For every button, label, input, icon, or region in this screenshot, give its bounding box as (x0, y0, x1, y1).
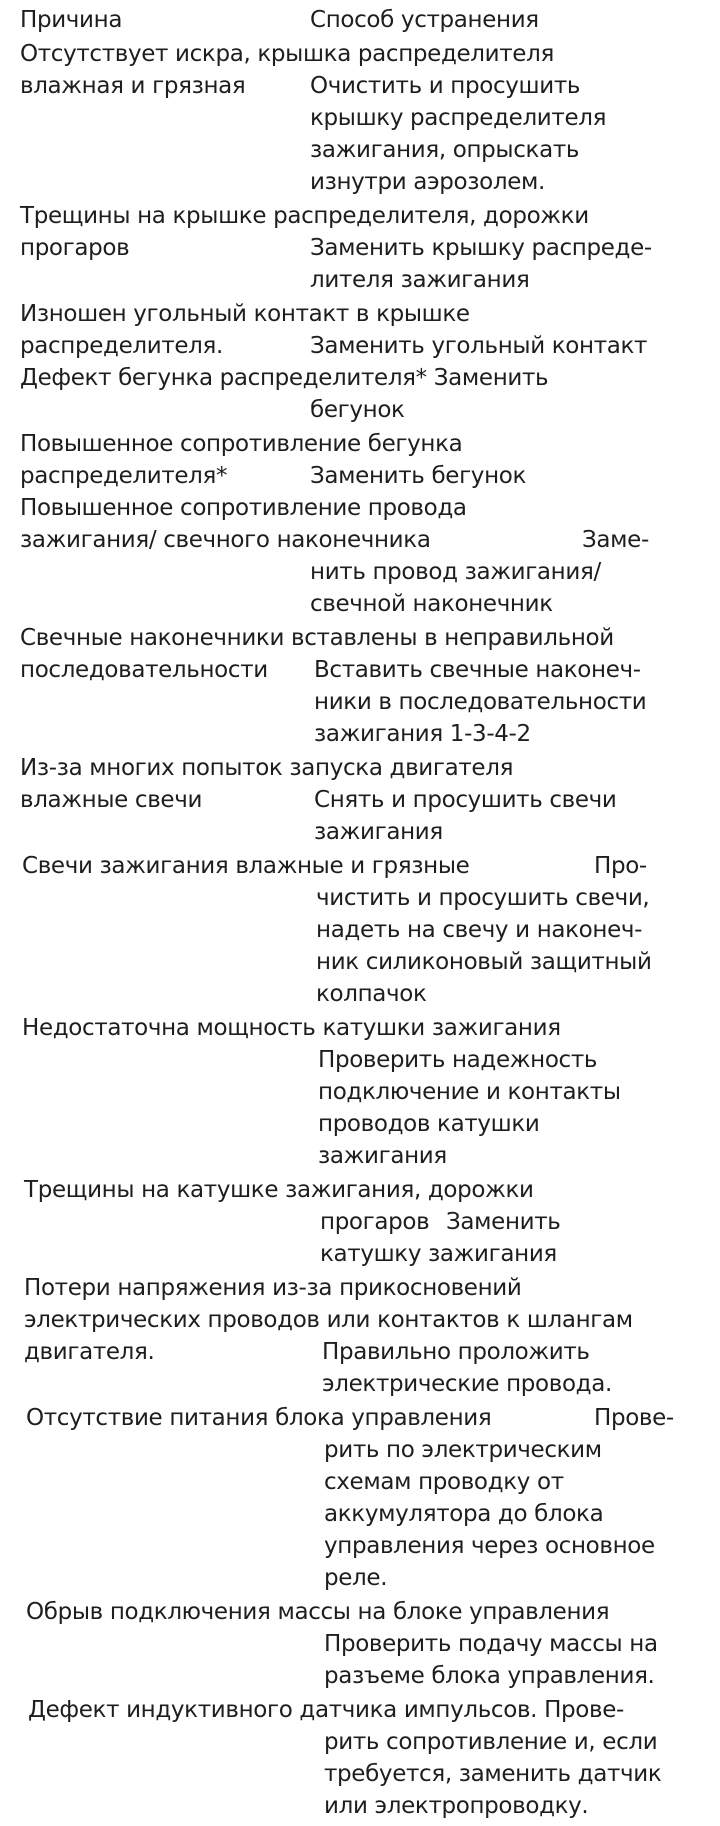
text-line-48: реле. (324, 1565, 388, 1591)
text-line-segment-2-1: Очистить и просушить (310, 73, 581, 99)
text-line-54: требуется, заменить датчик (324, 1761, 662, 1787)
text-line-22: зажигания 1-3-4-2 (314, 721, 531, 747)
text-line-13: Повышенное сопротивление бегунка (20, 431, 463, 457)
text-line-36: Трещины на катушке зажигания, дорожки (24, 1177, 534, 1203)
text-line-21: ники в последовательности (314, 689, 647, 715)
text-line-29: ник силиконовый защитный (316, 949, 652, 975)
text-line-segment-24-1: Снять и просушить свечи (314, 787, 617, 813)
text-line-37: прогаров (320, 1209, 430, 1235)
text-line-50: Проверить подачу массы на (324, 1631, 658, 1657)
text-line-41: двигателя. (24, 1339, 155, 1365)
text-line-segment-41-1: Правильно проложить (322, 1339, 590, 1365)
text-line-25: зажигания (314, 819, 443, 845)
text-line-segment-20-1: Вставить свечные наконеч- (314, 657, 641, 683)
text-line-segment-37-1: Заменить (446, 1209, 561, 1235)
text-line-14: распределителя* (20, 463, 228, 489)
text-line-segment-14-1: Заменить бегунок (310, 463, 527, 489)
text-line-11: Дефект бегунка распределителя* Заменить (20, 365, 549, 391)
text-line-42: электрические провода. (322, 1371, 612, 1397)
text-line-17: нить провод зажигания/ (310, 559, 601, 585)
text-line-43: Отсутствие питания блока управления (26, 1405, 492, 1431)
text-line-15: Повышенное сопротивление провода (20, 495, 467, 521)
text-line-20: последовательности (20, 657, 268, 683)
text-line-44: рить по электрическим (324, 1437, 602, 1463)
text-line-51: разъеме блока управления. (324, 1663, 655, 1689)
text-line-31: Недостаточна мощность катушки зажигания (22, 1015, 561, 1041)
text-line-45: схемам проводку от (324, 1469, 564, 1495)
text-line-9: Изношен угольный контакт в крышке (20, 301, 470, 327)
text-line-47: управления через основное (324, 1533, 655, 1559)
text-line-27: чистить и просушить свечи, (316, 885, 650, 911)
text-line-0: Причина (20, 7, 123, 33)
text-line-23: Из-за многих попыток запуска двигателя (20, 755, 514, 781)
text-line-8: лителя зажигания (310, 267, 530, 293)
text-line-38: катушку зажигания (320, 1241, 557, 1267)
text-line-2: влажная и грязная (20, 73, 246, 99)
text-line-24: влажные свечи (20, 787, 203, 813)
text-line-16: зажигания/ свечного наконечника (20, 527, 431, 553)
text-line-10: распределителя. (20, 333, 223, 359)
text-line-30: колпачок (316, 981, 427, 1007)
text-line-55: или электропроводку. (324, 1793, 589, 1819)
text-line-53: рить сопротивление и, если (324, 1729, 658, 1755)
text-line-segment-0-1: Способ устранения (310, 7, 539, 33)
text-line-34: проводов катушки (318, 1111, 540, 1137)
text-line-segment-26-1: Про- (594, 853, 647, 879)
text-line-26: Свечи зажигания влажные и грязные (22, 853, 470, 879)
text-line-6: Трещины на крышке распределителя, дорожки (20, 203, 589, 229)
text-line-segment-16-1: Заме- (582, 527, 649, 553)
text-line-46: аккумулятора до блока (324, 1501, 604, 1527)
text-line-segment-43-1: Прове- (594, 1405, 674, 1431)
text-line-segment-7-1: Заменить крышку распреде- (310, 235, 652, 261)
text-line-49: Обрыв подключения массы на блоке управления (26, 1599, 610, 1625)
text-line-33: подключение и контакты (318, 1079, 621, 1105)
text-line-7: прогаров (20, 235, 130, 261)
text-line-39: Потери напряжения из-за прикосновений (24, 1275, 522, 1301)
text-line-40: электрических проводов или контактов к шлангам (24, 1307, 633, 1333)
text-line-28: надеть на свечу и наконеч- (316, 917, 643, 943)
text-line-35: зажигания (318, 1143, 447, 1169)
text-line-19: Свечные наконечники вставлены в неправильной (20, 625, 614, 651)
text-line-3: крышку распределителя (310, 105, 607, 131)
text-line-18: свечной наконечник (310, 591, 553, 617)
text-line-32: Проверить надежность (318, 1047, 598, 1073)
text-line-segment-10-1: Заменить угольный контакт (310, 333, 648, 359)
text-line-52: Дефект индуктивного датчика импульсов. Прове- (28, 1697, 624, 1723)
text-line-12: бегунок (310, 397, 405, 423)
text-line-4: зажигания, опрыскать (310, 137, 580, 163)
text-line-5: изнутри аэрозолем. (310, 169, 545, 195)
text-line-1: Отсутствует искра, крышка распределителя (20, 41, 554, 67)
